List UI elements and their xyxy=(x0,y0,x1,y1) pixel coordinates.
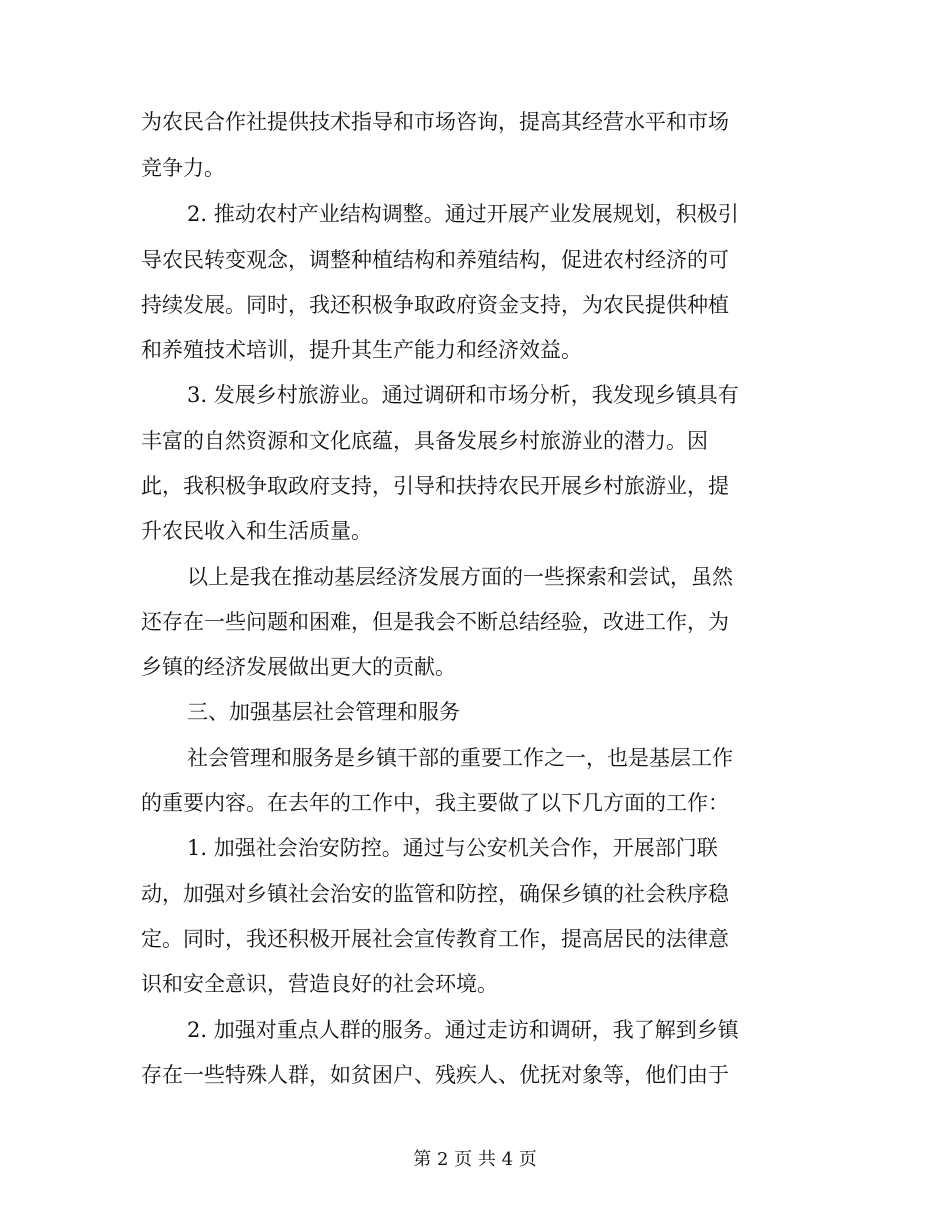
text-line: 为农民合作社提供技术指导和市场咨询，提高其经营水平和市场 xyxy=(141,110,729,134)
text-line: 识和安全意识，营造良好的社会环境。 xyxy=(141,972,498,996)
text-line: 2. 推动农村产业结构调整。通过开展产业发展规划，积极引 xyxy=(187,202,739,226)
text-line: 动，加强对乡镇社会治安的监管和防控，确保乡镇的社会秩序稳 xyxy=(141,882,729,906)
text-line: 定。同时，我还积极开展社会宣传教育工作，提高居民的法律意 xyxy=(141,927,729,951)
section-heading: 三、加强基层社会管理和服务 xyxy=(187,700,460,724)
text-line: 3. 发展乡村旅游业。通过调研和市场分析，我发现乡镇具有 xyxy=(187,383,739,407)
page-footer: 第 2 页 共 4 页 xyxy=(413,1149,537,1170)
text-line: 升农民收入和生活质量。 xyxy=(141,519,372,543)
text-line: 导农民转变观念，调整种植结构和养殖结构，促进农村经济的可 xyxy=(141,248,729,272)
text-line: 乡镇的经济发展做出更大的贡献。 xyxy=(141,655,456,679)
text-line: 1. 加强社会治安防控。通过与公安机关合作，开展部门联 xyxy=(187,836,718,860)
text-line: 丰富的自然资源和文化底蕴，具备发展乡村旅游业的潜力。因 xyxy=(141,429,708,453)
text-line: 2. 加强对重点人群的服务。通过走访和调研，我了解到乡镇 xyxy=(187,1018,739,1042)
text-line: 存在一些特殊人群，如贫困户、残疾人、优抚对象等，他们由于 xyxy=(141,1063,729,1087)
text-line: 竞争力。 xyxy=(141,156,225,180)
text-line: 以上是我在推动基层经济发展方面的一些探索和尝试，虽然 xyxy=(187,565,733,589)
text-line: 持续发展。同时，我还积极争取政府资金支持，为农民提供种植 xyxy=(141,293,729,317)
text-line: 还存在一些问题和困难，但是我会不断总结经验，改进工作，为 xyxy=(141,610,729,634)
text-line: 社会管理和服务是乡镇干部的重要工作之一，也是基层工作 xyxy=(187,746,733,770)
text-line: 和养殖技术培训，提升其生产能力和经济效益。 xyxy=(141,338,582,362)
text-line: 的重要内容。在去年的工作中，我主要做了以下几方面的工作： xyxy=(141,791,729,815)
text-line: 此，我积极争取政府支持，引导和扶持农民开展乡村旅游业，提 xyxy=(141,474,729,498)
